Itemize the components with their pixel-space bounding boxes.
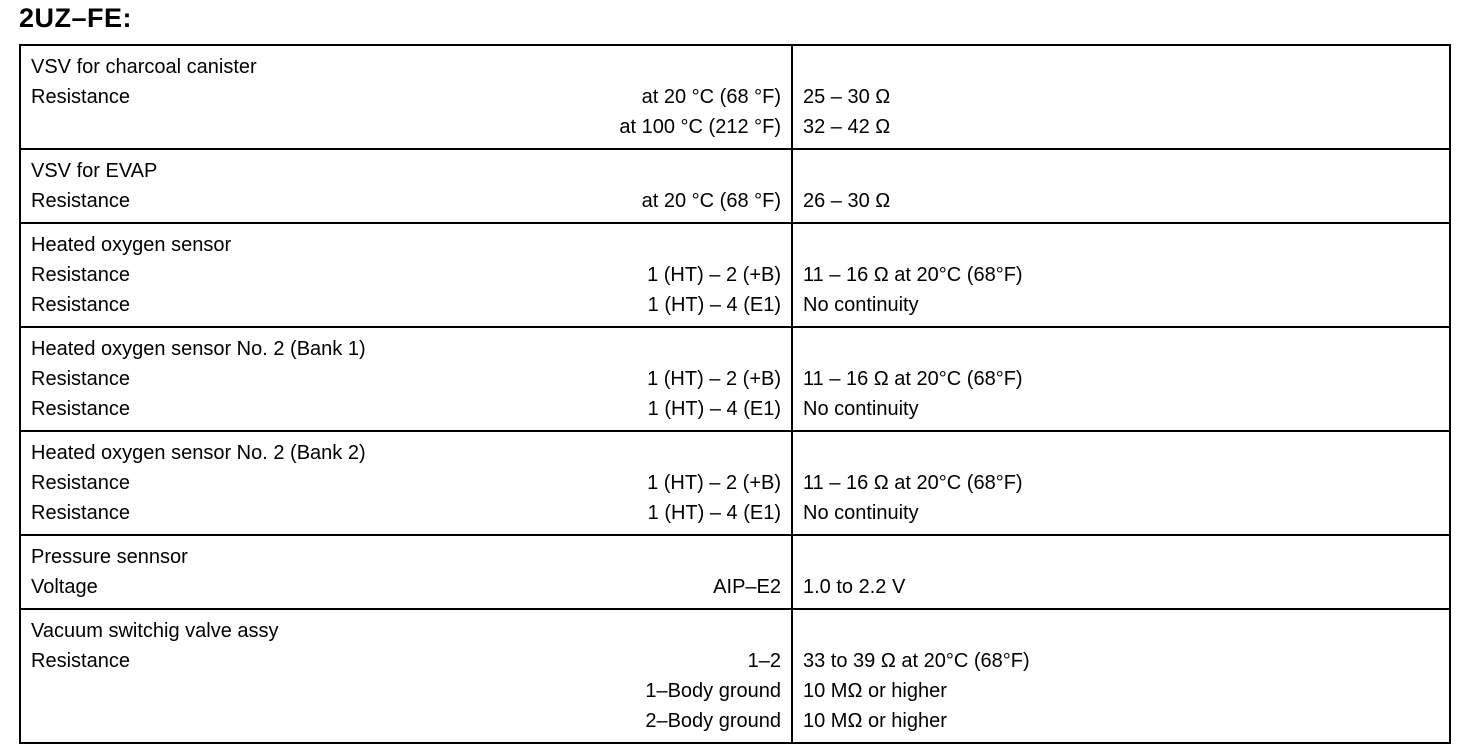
spec-condition: 1 (HT) – 4 (E1)	[647, 502, 781, 524]
spec-condition: at 20 °C (68 °F)	[641, 190, 781, 212]
spec-label: Resistance	[31, 502, 130, 524]
value-spacer	[803, 156, 1439, 186]
spec-section-left-cell	[20, 535, 792, 609]
spec-row	[31, 112, 781, 142]
section-heading: VSV for EVAP	[31, 160, 158, 182]
spec-label: Resistance	[31, 472, 130, 494]
spec-section-value-cell	[792, 609, 1450, 743]
spec-condition: 1 (HT) – 2 (+B)	[647, 472, 781, 494]
spec-value: 25 – 30 Ω	[803, 86, 891, 108]
spec-value: No continuity	[803, 294, 919, 316]
spec-row	[31, 260, 781, 290]
spec-section-value-cell	[792, 431, 1450, 535]
spec-condition: 1 (HT) – 4 (E1)	[647, 294, 781, 316]
spec-row	[31, 646, 781, 676]
section-heading: Pressure sennsor	[31, 546, 188, 568]
spec-condition: at 20 °C (68 °F)	[641, 86, 781, 108]
spec-row	[31, 82, 781, 112]
spec-row	[31, 468, 781, 498]
spec-value: 11 – 16 Ω at 20°C (68°F)	[803, 472, 1023, 494]
spec-value: 10 MΩ or higher	[803, 680, 947, 702]
value-spacer	[803, 334, 1439, 364]
spec-row	[31, 572, 781, 602]
spec-section-value-cell	[792, 535, 1450, 609]
spec-value: 33 to 39 Ω at 20°C (68°F)	[803, 650, 1030, 672]
spec-condition: 2–Body ground	[645, 710, 781, 732]
spec-label: Resistance	[31, 650, 130, 672]
spec-value: 11 – 16 Ω at 20°C (68°F)	[803, 368, 1023, 390]
spec-section	[20, 149, 1450, 223]
spec-label: Resistance	[31, 86, 130, 108]
spec-section-left-cell	[20, 149, 792, 223]
spec-label: Resistance	[31, 368, 130, 390]
spec-section-left-cell	[20, 45, 792, 149]
spec-section-left-cell	[20, 431, 792, 535]
spec-value: 10 MΩ or higher	[803, 710, 947, 732]
spec-condition: 1 (HT) – 2 (+B)	[647, 264, 781, 286]
spec-value: No continuity	[803, 502, 919, 524]
spec-condition: at 100 °C (212 °F)	[619, 116, 781, 138]
spec-row	[31, 290, 781, 320]
spec-condition: 1–Body ground	[645, 680, 781, 702]
spec-condition: AIP–E2	[713, 576, 781, 598]
spec-row	[31, 394, 781, 424]
spec-row	[31, 676, 781, 706]
section-heading: Vacuum switchig valve assy	[31, 620, 279, 642]
spec-row	[31, 706, 781, 736]
spec-section-value-cell	[792, 45, 1450, 149]
spec-label: Resistance	[31, 264, 130, 286]
section-heading: Heated oxygen sensor	[31, 234, 232, 256]
spec-section	[20, 535, 1450, 609]
spec-condition: 1–2	[747, 650, 781, 672]
spec-label: Resistance	[31, 294, 130, 316]
spec-section-left-cell	[20, 327, 792, 431]
section-heading: Heated oxygen sensor No. 2 (Bank 1)	[31, 338, 366, 360]
value-spacer	[803, 230, 1439, 260]
value-spacer	[803, 616, 1439, 646]
page-title: 2UZ–FE:	[19, 3, 133, 33]
spec-section	[20, 223, 1450, 327]
spec-value: 26 – 30 Ω	[803, 190, 891, 212]
spec-section-value-cell	[792, 327, 1450, 431]
spec-section	[20, 609, 1450, 743]
spec-value: 11 – 16 Ω at 20°C (68°F)	[803, 264, 1023, 286]
spec-label: Voltage	[31, 576, 98, 598]
spec-section	[20, 45, 1450, 149]
spec-section-value-cell	[792, 149, 1450, 223]
spec-section	[20, 431, 1450, 535]
spec-section	[20, 327, 1450, 431]
section-heading: Heated oxygen sensor No. 2 (Bank 2)	[31, 442, 366, 464]
value-spacer	[803, 438, 1439, 468]
spec-label: Resistance	[31, 190, 130, 212]
spec-section-left-cell	[20, 609, 792, 743]
spec-section-left-cell	[20, 223, 792, 327]
value-spacer	[803, 52, 1439, 82]
spec-value: 32 – 42 Ω	[803, 116, 891, 138]
spec-condition: 1 (HT) – 4 (E1)	[647, 398, 781, 420]
spec-value: No continuity	[803, 398, 919, 420]
spec-row	[31, 498, 781, 528]
spec-value: 1.0 to 2.2 V	[803, 576, 906, 598]
value-spacer	[803, 542, 1439, 572]
spec-row	[31, 186, 781, 216]
spec-label: Resistance	[31, 398, 130, 420]
section-heading: VSV for charcoal canister	[31, 56, 257, 78]
spec-row	[31, 364, 781, 394]
spec-section-value-cell	[792, 223, 1450, 327]
spec-condition: 1 (HT) – 2 (+B)	[647, 368, 781, 390]
spec-table	[19, 44, 1451, 744]
